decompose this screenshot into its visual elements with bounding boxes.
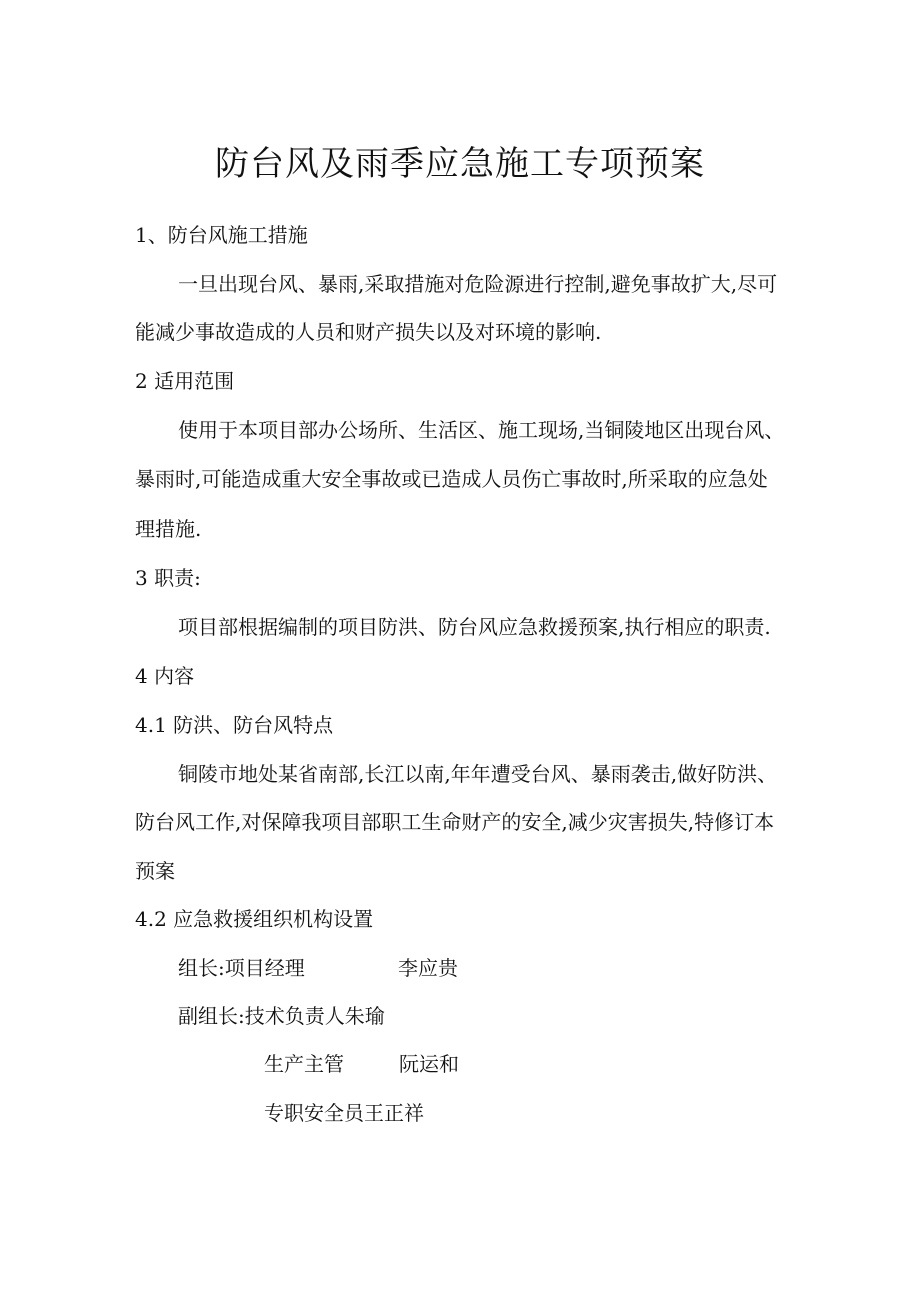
section-2-paragraph-line-3: 理措施.: [135, 517, 202, 541]
org-leader-name: 李应贵: [398, 956, 458, 980]
org-production-role: 生产主管: [264, 1052, 344, 1076]
section-4-1-paragraph-line-1: 铜陵市地处某省南部,长江以南,年年遭受台风、暴雨袭击,做好防洪、: [178, 762, 778, 786]
section-4-1-heading: 4.1 防洪、防台风特点: [135, 713, 334, 737]
org-leader-row: [178, 954, 458, 982]
section-2-paragraph-line-1: 使用于本项目部办公场所、生活区、施工现场,当铜陵地区出现台风、: [178, 418, 785, 442]
org-production-row: [264, 1050, 459, 1078]
section-4-1-paragraph-line-2: 防台风工作,对保障我项目部职工生命财产的安全,减少灾害损失,特修订本: [135, 810, 775, 834]
section-4-2-heading: 4.2 应急救援组织机构设置: [135, 907, 374, 931]
section-1-paragraph-line-2: 能减少事故造成的人员和财产损失以及对环境的影响.: [135, 320, 602, 344]
org-leader-role: 组长:项目经理: [178, 956, 305, 980]
section-1-paragraph-line-1: 一旦出现台风、暴雨,采取措施对危险源进行控制,避免事故扩大,尽可: [178, 272, 778, 296]
section-2-heading: 2 适用范围: [135, 369, 235, 393]
section-3-heading: 3 职责:: [135, 566, 201, 590]
section-3-paragraph-line-1: 项目部根据编制的项目防洪、防台风应急救援预案,执行相应的职责.: [178, 615, 771, 639]
org-safety-line: 专职安全员王正祥: [264, 1101, 424, 1125]
section-4-1-paragraph-line-3: 预案: [135, 859, 175, 883]
section-2-paragraph-line-2: 暴雨时,可能造成重大安全事故或已造成人员伤亡事故时,所采取的应急处: [135, 467, 768, 491]
org-deputy-line: 副组长:技术负责人朱瑜: [178, 1004, 385, 1028]
org-production-name: 阮运和: [399, 1052, 459, 1076]
document-title: 防台风及雨季应急施工专项预案: [215, 144, 705, 184]
section-4-heading: 4 内容: [135, 664, 195, 688]
section-1-heading: 1、防台风施工措施: [135, 223, 308, 247]
